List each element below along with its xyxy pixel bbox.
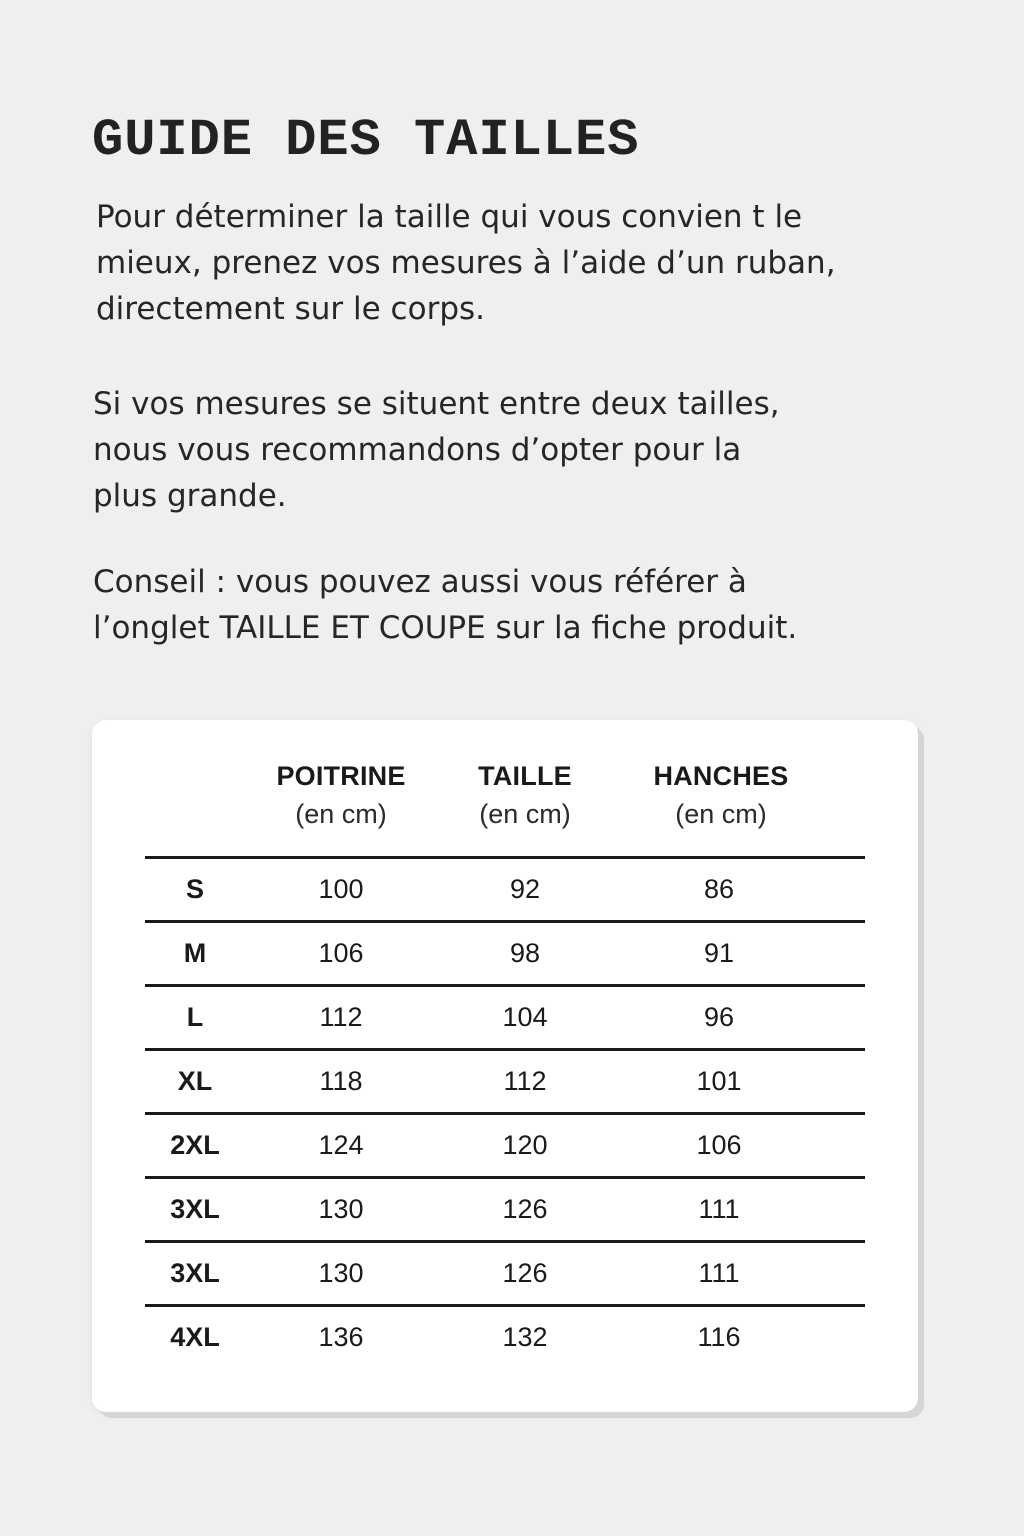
hanches-value: 111 (698, 1194, 740, 1224)
size-table (145, 720, 865, 1368)
table-row (145, 1243, 865, 1307)
poitrine-value: 130 (318, 1258, 364, 1288)
header-hanches (621, 758, 821, 834)
header-poitrine-unit: (en cm) (295, 799, 387, 829)
size-label: M (183, 938, 207, 968)
table-row (145, 859, 865, 923)
table-row (145, 1307, 865, 1368)
taille-value: 120 (502, 1130, 548, 1160)
hanches-value: 106 (696, 1130, 742, 1160)
table-row (145, 987, 865, 1051)
table-row (145, 1115, 865, 1179)
size-label: 4XL (170, 1322, 220, 1352)
size-label: S (185, 874, 204, 904)
taille-value: 98 (509, 938, 541, 968)
table-header (145, 720, 865, 859)
hanches-value: 91 (703, 938, 735, 968)
size-label: XL (177, 1066, 213, 1096)
hanches-value: 101 (696, 1066, 742, 1096)
poitrine-value: 118 (319, 1066, 363, 1096)
hanches-value: 111 (698, 1258, 740, 1288)
advice-paragraph: Si vos mesures se situent entre deux tailles, nous vous recommandons d’opter pour la plus grande. (93, 386, 780, 514)
poitrine-value: 106 (318, 938, 364, 968)
taille-value: 92 (509, 874, 541, 904)
taille-value: 104 (502, 1002, 548, 1032)
table-row (145, 1051, 865, 1115)
size-label: 3XL (170, 1258, 220, 1288)
header-poitrine-label: POITRINE (276, 761, 406, 791)
poitrine-value: 112 (319, 1002, 363, 1032)
page-title: GUIDE DES TAILLES (92, 111, 640, 170)
taille-value: 126 (502, 1258, 548, 1288)
header-taille (425, 758, 625, 834)
taille-value: 112 (503, 1066, 547, 1096)
poitrine-value: 136 (318, 1322, 364, 1352)
size-label: L (186, 1002, 204, 1032)
intro-paragraph: Pour déterminer la taille qui vous convien t le mieux, prenez vos mesures à l’aide d’un ruban, directement sur le corps. (96, 199, 836, 327)
header-hanches-label: HANCHES (653, 761, 789, 791)
size-label: 2XL (170, 1130, 220, 1160)
hanches-value: 116 (697, 1322, 741, 1352)
hanches-value: 96 (703, 1002, 735, 1032)
table-row (145, 923, 865, 987)
tip-paragraph: Conseil : vous pouvez aussi vous référer à l’onglet TAILLE ET COUPE sur la fiche produit. (93, 564, 798, 646)
taille-value: 126 (502, 1194, 548, 1224)
poitrine-value: 130 (318, 1194, 364, 1224)
header-taille-unit: (en cm) (479, 799, 571, 829)
header-taille-label: TAILLE (478, 761, 572, 791)
size-label: 3XL (170, 1194, 220, 1224)
header-hanches-unit: (en cm) (675, 799, 767, 829)
hanches-value: 86 (703, 874, 735, 904)
taille-value: 132 (502, 1322, 548, 1352)
header-poitrine (241, 758, 441, 834)
poitrine-value: 100 (318, 874, 364, 904)
size-table-card (92, 720, 918, 1412)
poitrine-value: 124 (318, 1130, 364, 1160)
table-row (145, 1179, 865, 1243)
